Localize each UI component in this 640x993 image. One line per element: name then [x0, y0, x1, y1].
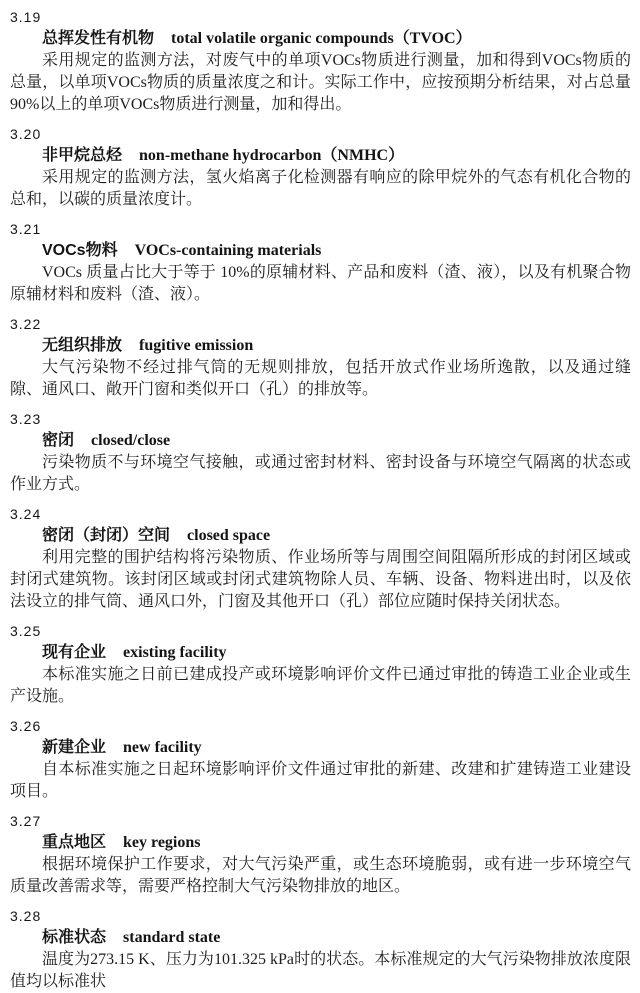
clause-term [42, 430, 631, 452]
clause-number: 3.25 [10, 623, 42, 639]
clause-3-25 [10, 620, 631, 708]
term-english: non-methane hydrocarbon（NMHC） [139, 147, 405, 164]
clause-definition: 污染物质不与环境空气接触，或通过密封材料、密封设备与环境空气隔离的状态或作业方式。 [10, 454, 631, 493]
clause-3-24 [10, 503, 631, 613]
term-chinese: 无组织排放 [42, 337, 123, 354]
clause-3-28 [10, 905, 631, 993]
clause-term [42, 927, 631, 949]
clause-term [42, 145, 631, 167]
clause-term [42, 240, 631, 262]
term-english: closed/close [91, 432, 171, 449]
clause-definition: 利用完整的围护结构将污染物质、作业场所等与周围空间阻隔所形成的封闭区域或封闭式建筑物。该封闭区域或封闭式建筑物除人员、车辆、设备、物料进出时，以及依法设立的排气筒、通风口外，门窗及其他开口（孔）部位应随时保持关闭状态。 [10, 549, 631, 610]
term-english: total volatile organic compounds（TVOC） [171, 30, 472, 47]
clause-definition: 自本标准实施之日起环境影响评价文件通过审批的新建、改建和扩建铸造工业建设项目。 [10, 761, 631, 800]
clause-number: 3.26 [10, 718, 42, 734]
clause-definition: 本标准实施之日前已建成投产或环境影响评价文件已通过审批的铸造工业企业或生产设施。 [10, 666, 631, 705]
clause-3-22 [10, 313, 631, 401]
clause-number: 3.22 [10, 316, 42, 332]
term-english: key regions [123, 834, 201, 851]
term-chinese: 重点地区 [42, 834, 107, 851]
clause-definition: 温度为273.15 K、压力为101.325 kPa时的状态。本标准规定的大气污染物排放浓度限值均以标准状 [10, 951, 631, 990]
term-english: closed space [187, 527, 271, 544]
clause-definition: 大气污染物不经过排气筒的无规则排放，包括开放式作业场所逸散，以及通过缝隙、通风口、敞开门窗和类似开口（孔）的排放等。 [10, 359, 631, 398]
term-english: standard state [123, 929, 221, 946]
clause-3-26 [10, 715, 631, 803]
clause-number: 3.24 [10, 506, 42, 522]
term-english: fugitive emission [139, 337, 254, 354]
clause-term [42, 737, 631, 759]
clause-number: 3.28 [10, 908, 42, 924]
clause-term [42, 642, 631, 664]
clause-3-21 [10, 218, 631, 306]
clause-3-27 [10, 810, 631, 898]
term-chinese: 密闭（封闭）空间 [42, 527, 171, 544]
clause-term [42, 28, 631, 50]
clause-number: 3.23 [10, 411, 42, 427]
term-english: existing facility [123, 644, 227, 661]
clause-term [42, 335, 631, 357]
clause-term [42, 525, 631, 547]
clause-3-20 [10, 123, 631, 211]
term-english: VOCs-containing materials [134, 242, 322, 259]
clause-definition: VOCs 质量占比大于等于 10%的原辅材料、产品和废料（渣、液），以及有机聚合物原辅材料和废料（渣、液）。 [10, 264, 631, 303]
clause-definition: 采用规定的监测方法，氢火焰离子化检测器有响应的除甲烷外的气态有机化合物的总和，以碳的质量浓度计。 [10, 169, 631, 208]
term-chinese: 新建企业 [42, 739, 107, 756]
clause-definition: 根据环境保护工作要求，对大气污染严重，或生态环境脆弱，或有进一步环境空气质量改善需求等，需要严格控制大气污染物排放的地区。 [10, 856, 631, 895]
term-chinese: 密闭 [42, 432, 75, 449]
term-chinese: 非甲烷总烃 [42, 147, 123, 164]
clause-number: 3.19 [10, 9, 42, 25]
term-chinese: 现有企业 [42, 644, 107, 661]
clause-term [42, 832, 631, 854]
clause-number: 3.20 [10, 126, 42, 142]
term-chinese: VOCs物料 [42, 242, 118, 259]
clause-number: 3.21 [10, 221, 42, 237]
clause-number: 3.27 [10, 813, 42, 829]
clause-definition: 采用规定的监测方法，对废气中的单项VOCs物质进行测量，加和得到VOCs物质的总量，以单项VOCs物质的质量浓度之和计。实际工作中，应按预期分析结果，对占总量90%以上的单项VOCs物质进行测量，加和得出。 [10, 52, 631, 113]
clause-3-19 [10, 6, 631, 116]
clause-3-23 [10, 408, 631, 496]
term-chinese: 总挥发性有机物 [42, 30, 155, 47]
term-chinese: 标准状态 [42, 929, 107, 946]
term-english: new facility [123, 739, 202, 756]
